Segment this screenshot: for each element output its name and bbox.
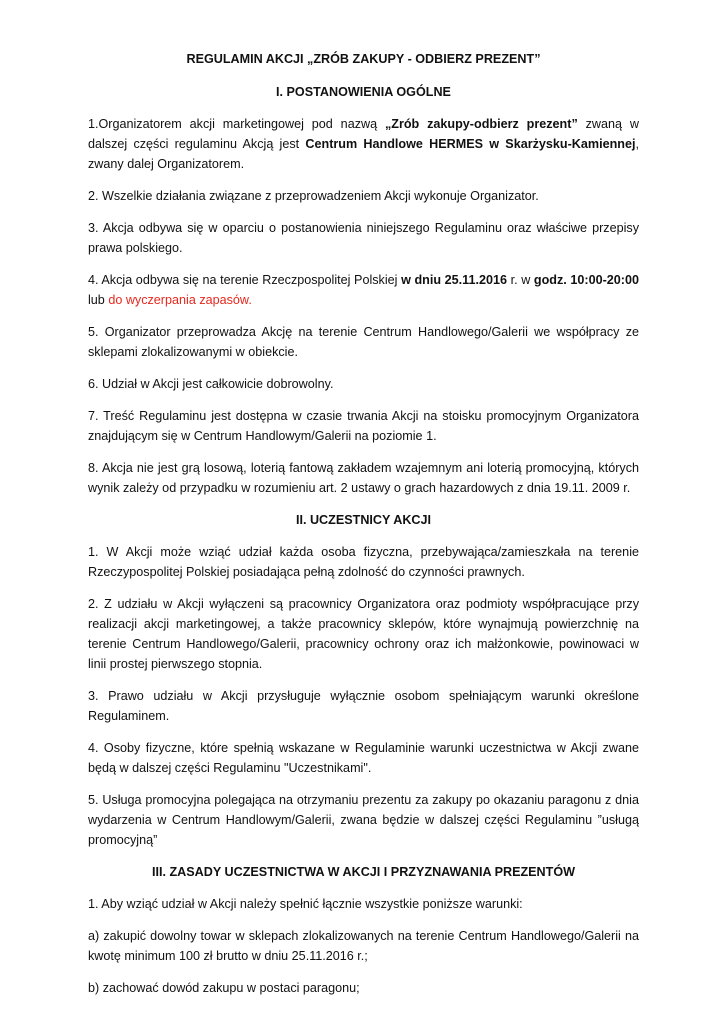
- text-run: 1.Organizatorem akcji marketingowej pod nazwą: [88, 117, 385, 131]
- action-date: w dniu 25.11.2016: [401, 273, 507, 287]
- section-2-paragraph-3: 3. Prawo udziału w Akcji przysługuje wyłącznie osobom spełniającym warunki określone Regulaminem.: [88, 689, 639, 723]
- section-2-heading: II. UCZESTNICY AKCJI: [295, 513, 432, 527]
- text-run: zwaną w dalszej części regulaminu Akcją jest: [88, 117, 639, 151]
- section-2-paragraph-4: 4. Osoby fizyczne, które spełnią wskazane w Regulaminie warunki uczestnictwa w Akcji zwane będą w dalszej części Regulaminu "Uczestnikami".: [88, 741, 639, 775]
- section-1-paragraph-4: [88, 270, 639, 310]
- section-1-paragraph-1: [88, 114, 639, 174]
- section-1-heading: I. POSTANOWIENIA OGÓLNE: [276, 85, 451, 99]
- document-body: [88, 49, 639, 1010]
- section-1-paragraph-7: 7. Treść Regulaminu jest dostępna w czasie trwania Akcji na stoisku promocyjnym Organizatora znajdującym się w Centrum Handlowym/Galerii na poziomie 1.: [88, 409, 639, 443]
- text-run: , zwany dalej Organizatorem.: [88, 137, 639, 171]
- section-3-heading: III. ZASADY UCZESTNICTWA W AKCJI I PRZYZNAWANIA PREZENTÓW: [151, 865, 576, 879]
- section-1-paragraph-2: 2. Wszelkie działania związane z przeprowadzeniem Akcji wykonuje Organizator.: [88, 189, 539, 203]
- section-2-paragraph-5: 5. Usługa promocyjna polegająca na otrzymaniu prezentu za zakupy po okazaniu paragonu z dnia wydarzenia w Centrum Handlowym/Galerii, zwana będzie w dalszej części Regulaminu ”usługą promocyjną”: [88, 793, 639, 847]
- action-name: „Zrób zakupy-odbierz prezent”: [384, 117, 578, 131]
- section-3-condition-a: a) zakupić dowolny towar w sklepach zlokalizowanych na terenie Centrum Handlowego/Galerii na kwotę minimum 100 zł brutto w dniu 25.11.2016 r.;: [88, 929, 639, 963]
- organizer-name: Centrum Handlowe HERMES w Skarżysku-Kamiennej: [305, 137, 636, 151]
- text-run: lub: [88, 293, 109, 307]
- section-1-paragraph-3: 3. Akcja odbywa się w oparciu o postanowienia niniejszego Regulaminu oraz właściwe przepisy prawa polskiego.: [88, 221, 639, 255]
- section-2-paragraph-2: 2. Z udziału w Akcji wyłączeni są pracownicy Organizatora oraz podmioty współpracujące przy realizacji akcji marketingowej, a także pracownicy sklepów, które wynajmują powierzchnię na terenie Centrum Handlowego/Galerii, pracownicy ochrony oraz ich małżonkowie, powinowaci w linii prostej pierwszego stopnia.: [88, 597, 639, 671]
- section-2-paragraph-1: 1. W Akcji może wziąć udział każda osoba fizyczna, przebywająca/zamieszkała na terenie Rzeczypospolitej Polskiej posiadająca pełną zdolność do czynności prawnych.: [88, 545, 639, 579]
- text-run: 4. Akcja odbywa się na terenie Rzeczpospolitej Polskiej: [88, 273, 402, 287]
- text-run: r. w: [506, 273, 534, 287]
- section-1-paragraph-6: 6. Udział w Akcji jest całkowicie dobrowolny.: [88, 377, 334, 391]
- section-1-paragraph-8: 8. Akcja nie jest grą losową, loterią fantową zakładem wzajemnym ani loterią promocyjną, których wynik zależy od przypadku w rozumieniu art. 2 ustawy o grach hazardowych z dnia 19.11. 2009 r.: [88, 461, 639, 495]
- section-3-condition-b: b) zachować dowód zakupu w postaci paragonu;: [88, 981, 360, 995]
- stock-limit-note: do wyczerpania zapasów.: [108, 293, 252, 307]
- document-title: REGULAMIN AKCJI „ZRÓB ZAKUPY - ODBIERZ PREZENT”: [186, 52, 541, 66]
- action-hours: godz. 10:00-20:00: [533, 273, 639, 287]
- section-3-paragraph-1: 1. Aby wziąć udział w Akcji należy spełnić łącznie wszystkie poniższe warunki:: [88, 897, 523, 911]
- section-1-paragraph-5: 5. Organizator przeprowadza Akcję na terenie Centrum Handlowego/Galerii we współpracy ze sklepami zlokalizowanymi w obiekcie.: [88, 325, 639, 359]
